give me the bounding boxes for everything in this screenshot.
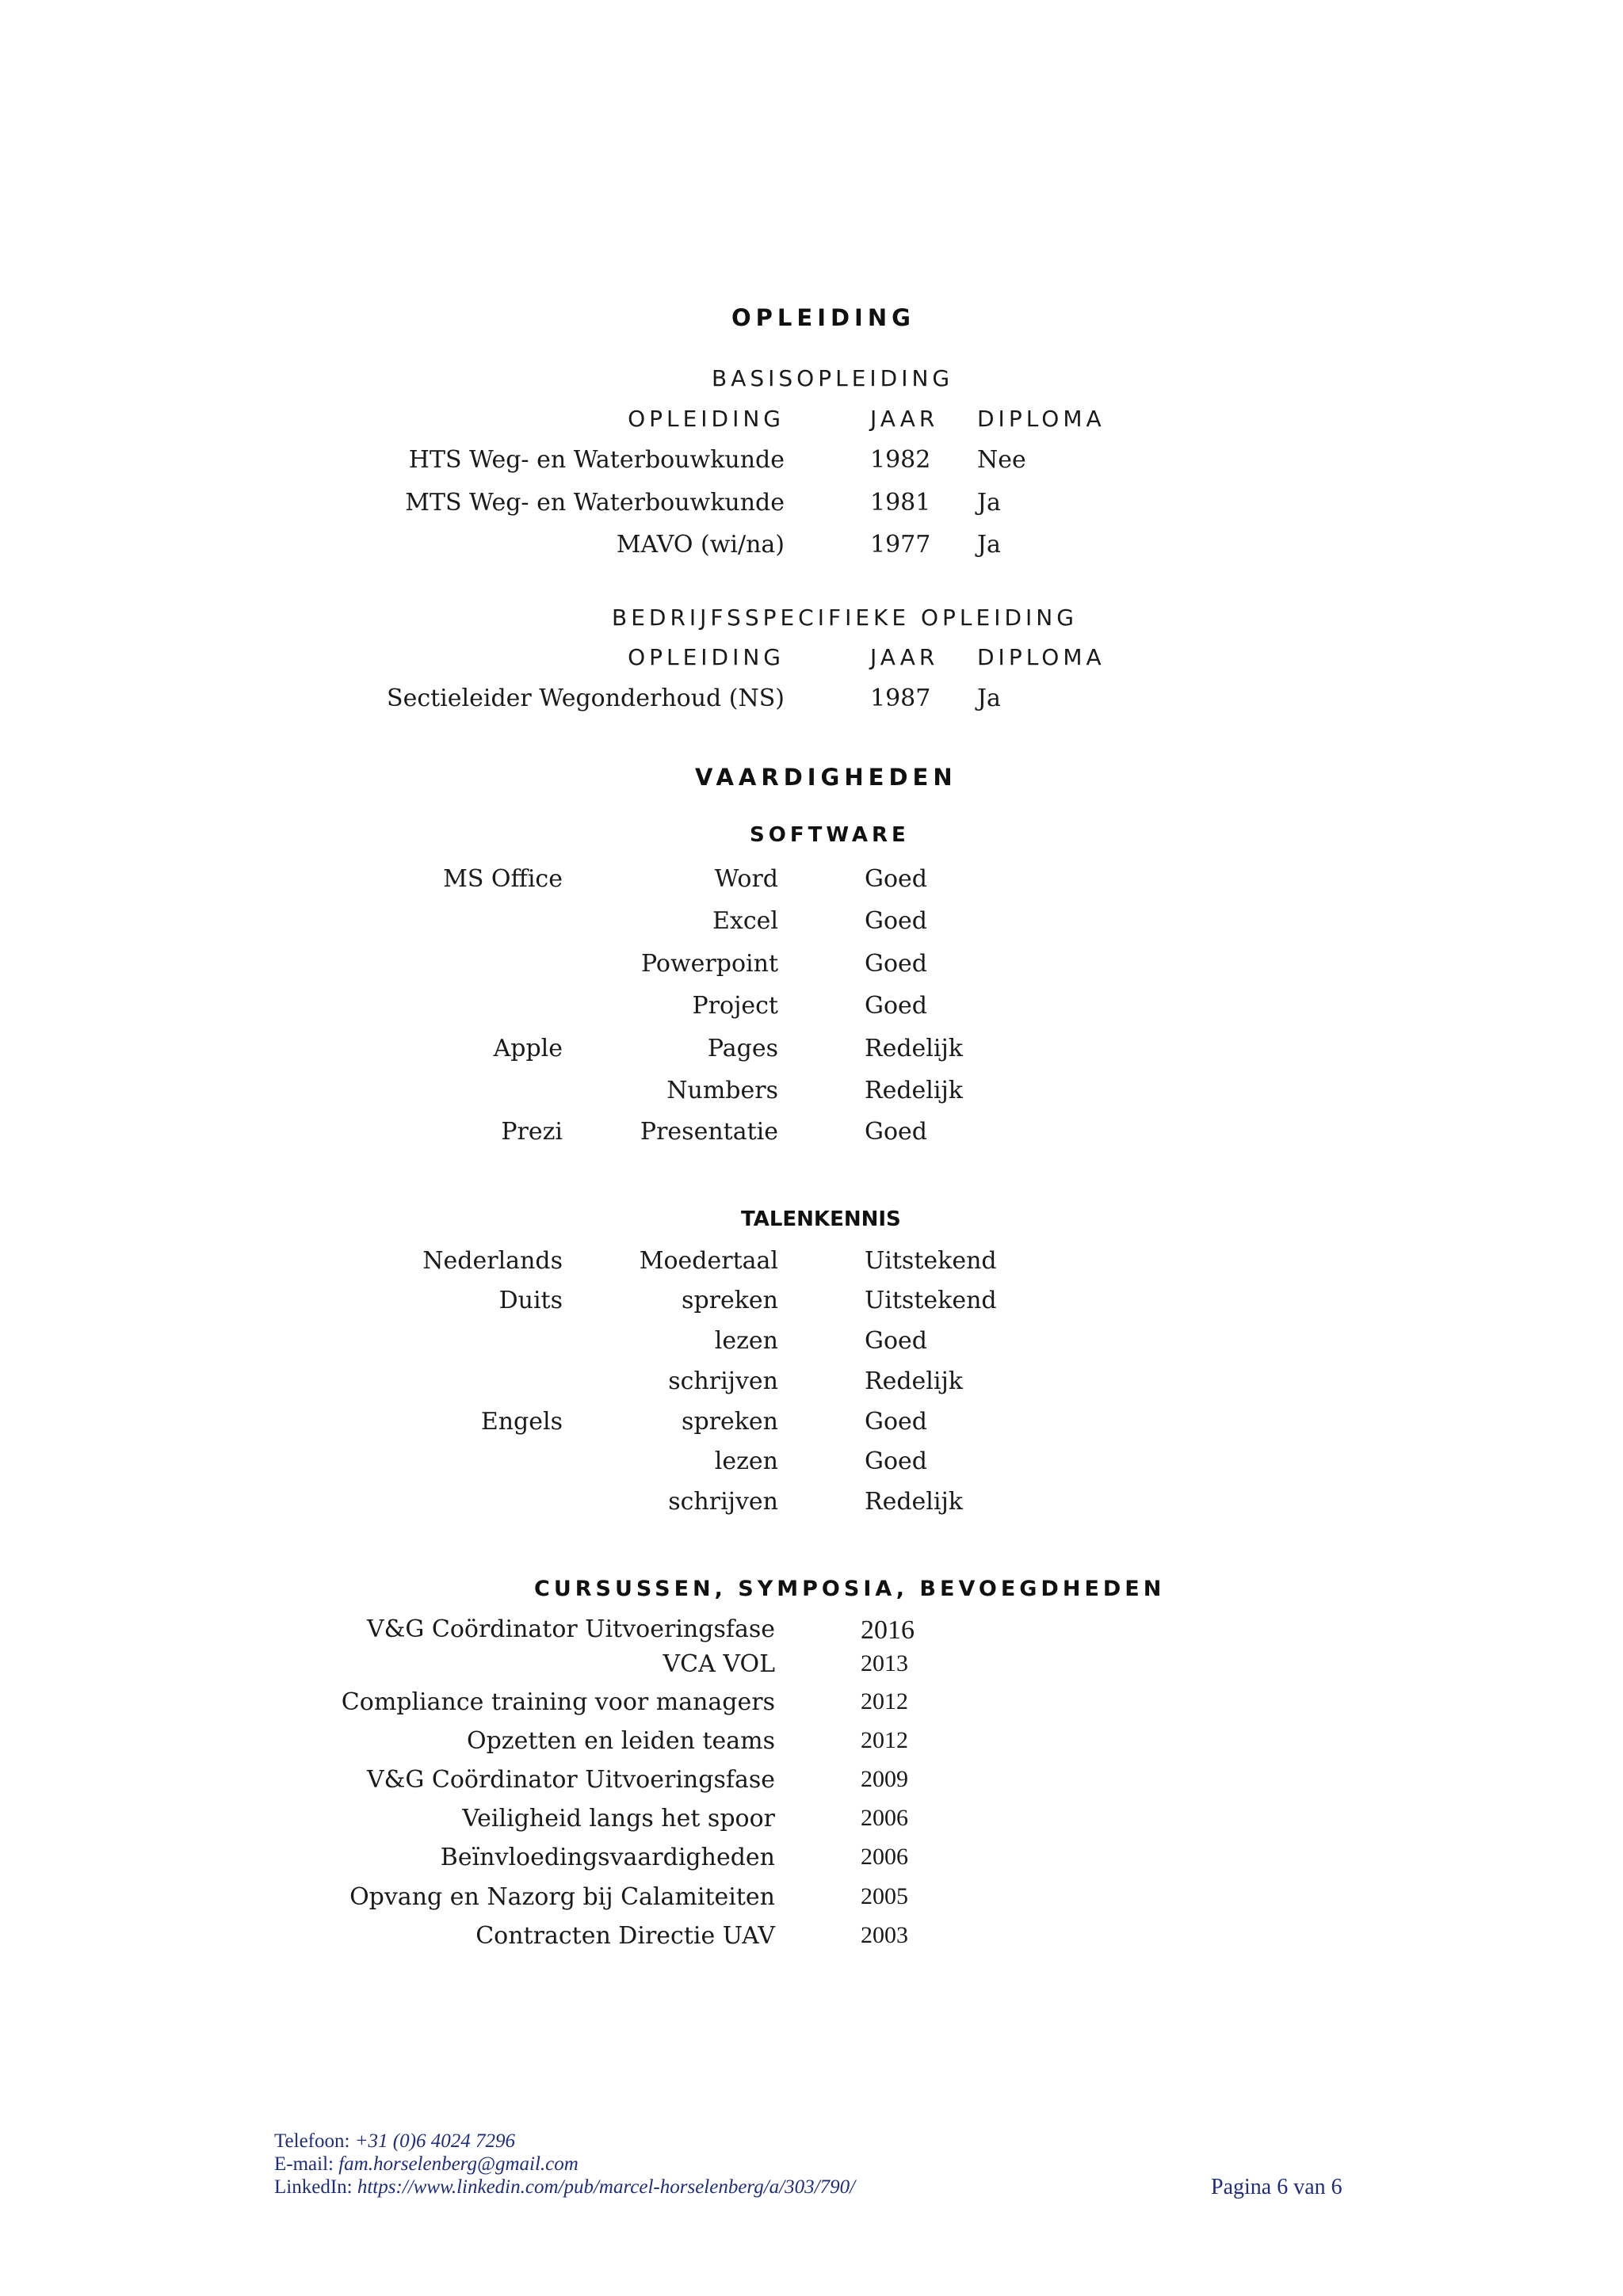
language-skill: lezen [714,1327,778,1355]
footer-linkedin-label: LinkedIn: [274,2176,353,2198]
software-item: Powerpoint [640,950,778,978]
software-level: Goed [865,907,927,935]
education-name: MTS Weg- en Waterbouwkunde [405,489,785,517]
course-name: Contracten Directie UAV [475,1922,775,1950]
education-diploma: Ja [977,685,1001,712]
language-name: Nederlands [422,1247,563,1275]
language-level: Uitstekend [865,1287,997,1314]
linkedin-link[interactable]: https://www.linkedin.com/pub/marcel-horselenberg/a/303/790/ [357,2176,856,2198]
footer-linkedin [274,2176,855,2199]
language-skill: lezen [714,1447,778,1475]
course-name: Opvang en Nazorg bij Calamiteiten [349,1883,775,1911]
subsection-title-talenkennis: TALENKENNIS [741,1207,901,1231]
software-level: Goed [865,950,927,978]
language-level: Redelijk [865,1367,963,1395]
course-year: 2006 [861,1805,908,1831]
course-name: Veiligheid langs het spoor [462,1805,775,1833]
section-title-opleiding: OPLEIDING [731,304,915,331]
phone-number[interactable]: +31 (0)6 4024 7296 [354,2130,515,2152]
software-level: Redelijk [865,1077,963,1104]
footer-email-label: E-mail: [274,2153,334,2175]
language-name: Engels [480,1408,563,1436]
education-year: 1987 [870,685,931,712]
course-name: V&G Coördinator Uitvoeringsfase [367,1766,775,1794]
course-name: Beïnvloedingsvaardigheden [440,1844,775,1871]
course-year: 2009 [861,1766,908,1792]
course-year: 2003 [861,1922,908,1948]
footer-phone-label: Telefoon: [274,2130,350,2152]
column-header-opleiding: OPLEIDING [628,644,785,670]
course-name: V&G Coördinator Uitvoeringsfase [367,1615,775,1643]
software-level: Goed [865,1118,927,1146]
page-number: Pagina 6 van 6 [1211,2175,1342,2199]
subsection-title-basisopleiding: BASISOPLEIDING [712,365,954,391]
course-name: Compliance training voor managers [341,1688,775,1716]
language-skill: spreken [682,1287,778,1314]
education-year: 1981 [870,489,931,517]
language-name: Duits [498,1287,563,1314]
education-year: 1977 [870,531,931,559]
education-name: MAVO (wi/na) [616,531,785,559]
language-level: Goed [865,1327,927,1355]
software-level: Goed [865,992,927,1020]
course-year: 2016 [861,1615,915,1645]
column-header-diploma: DIPLOMA [977,644,1106,670]
course-name: VCA VOL [663,1650,775,1678]
software-level: Redelijk [865,1035,963,1062]
education-name: Sectieleider Wegonderhoud (NS) [387,685,785,712]
language-level: Goed [865,1447,927,1475]
software-item: Numbers [666,1077,778,1104]
section-title-vaardigheden: VAARDIGHEDEN [695,764,957,791]
language-level: Uitstekend [865,1247,997,1275]
language-level: Redelijk [865,1488,963,1516]
software-group: Prezi [501,1118,563,1146]
section-title-cursussen: CURSUSSEN, SYMPOSIA, BEVOEGDHEDEN [534,1577,1166,1601]
column-header-jaar: JAAR [870,406,939,432]
software-item: Project [692,992,778,1020]
education-diploma: Nee [977,446,1026,474]
software-group: Apple [493,1035,563,1062]
software-level: Goed [865,865,927,893]
software-item: Excel [712,907,778,935]
course-year: 2013 [861,1650,908,1676]
education-year: 1982 [870,446,931,474]
education-diploma: Ja [977,531,1001,559]
course-year: 2006 [861,1844,908,1870]
language-skill: Moedertaal [639,1247,778,1275]
language-level: Goed [865,1408,927,1436]
language-skill: schrijven [668,1367,778,1395]
software-item: Presentatie [640,1118,778,1146]
software-group: MS Office [443,865,563,893]
column-header-opleiding: OPLEIDING [628,406,785,432]
course-year: 2012 [861,1688,908,1714]
subsection-title-bedrijfsspecifieke-opleiding: BEDRIJFSSPECIFIEKE OPLEIDING [612,605,1078,631]
software-item: Pages [707,1035,778,1062]
subsection-title-software: SOFTWARE [750,823,910,847]
course-year: 2012 [861,1727,908,1753]
email-link[interactable]: fam.horselenberg@gmail.com [338,2153,579,2175]
language-skill: schrijven [668,1488,778,1516]
education-diploma: Ja [977,489,1001,517]
course-name: Opzetten en leiden teams [467,1727,775,1755]
column-header-jaar: JAAR [870,644,939,670]
footer-phone [274,2130,515,2153]
column-header-diploma: DIPLOMA [977,406,1106,432]
course-year: 2005 [861,1883,908,1909]
education-name: HTS Weg- en Waterbouwkunde [408,446,785,474]
software-item: Word [714,865,778,893]
language-skill: spreken [682,1408,778,1436]
footer-email [274,2153,579,2176]
